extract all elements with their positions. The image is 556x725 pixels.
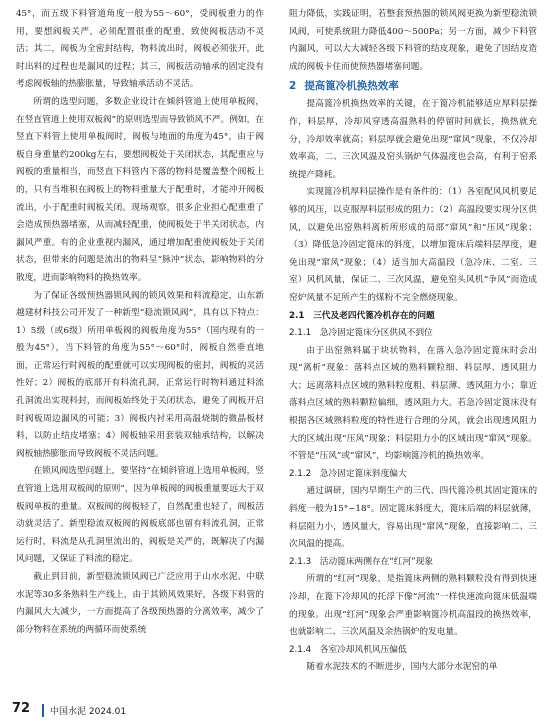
section-title: 提高篦冷机换热效率 (304, 80, 399, 93)
subsubsection-heading: 2.1.3 活动篦床两侧存在“红河”现象 (289, 556, 434, 567)
footer-divider (42, 704, 44, 717)
left-column (16, 6, 264, 639)
paragraph: 由于出窑熟料属于块状物料，在落入急冷固定篦床时会出现“离析”现象：落料点区域的熟料颗粒细、料层厚、透风阻力大；远离落料点区域的熟料粒度粗、料层薄、透风阻力小；靠近落料点区域的熟料颗粒偏细，透风阻力大。若急冷固定篦床没有根据各区域熟料粒度的特性进行合理的分风，就会出现透风阻力大的区域出现“压风”现象；料层阻力小的区域出现“窜风”现象。不管是“压风”或“窜风”，均影响篦冷机的换热效率。 (289, 345, 537, 462)
paragraph: 为了保证各级预热器锁风阀的锁风效果和料流稳定，山东新越建材科技公司开发了一种新型“稳流锁风阀”，具有以下特点：1）5级（或6级）所用单板阀的阀板角度为55°（国内现有的一般为45°），当下料管的角度为55°～60°时，阀板自然垂直地面，正常运行时阀板的配重就可以实现阀板的密封，阀板的灵活性好；2）阀板的底部开有料流孔洞，正常运行时物料通过料流孔洞流出实现料封，而阀板始终处于关闭状态，避免了阀板开启时阀板周边漏风的可能；3）阀板内衬采用高温烧制的微晶板材料，以防止结皮堵塞；4）阀板轴采用套装双轴承结构，以解决阀板轴热膨胀而导致阀板不灵活问题。 (16, 290, 264, 459)
subsubsection-heading: 2.1.4 各室冷却风机风压偏低 (289, 644, 407, 655)
section-number: 2 (289, 80, 297, 93)
paragraph: 阻力降低，实践证明，若整套预热器的锁风阀更换为新型稳流锁风阀，可使系统阻力降低400～500Pa；另一方面，减少下料管内漏风，可以大大减轻各级下料管的结皮现象，避免了因结皮造成的阀板卡住而使预热器堵塞问题。 (289, 9, 537, 72)
page-number: 72 (12, 701, 31, 716)
paragraph: 实现篦冷机厚料层操作是有条件的：（1）各室配风风机要足够的风压，以克服厚料层形成的阻力；（2）高温段要实现分区供风，以避免出窑熟料离析所形成的局部“窜风”和“压风”现象；（3）降低急冷固定篦床的斜度，以增加篦床后端料层厚度，避免出现“窜风”现象；（4）适当加大高温段（急冷床、二室、三室）风机风量，保证二、三次风温，避免窑头风机“争风”而造成窑炉风量不足所产生的煤粉不完全燃烧现象。 (289, 187, 537, 303)
subsection-heading: 2.1 三代及老四代篦冷机存在的问题 (289, 310, 435, 321)
page-footer (8, 700, 548, 720)
journal-name: 中国水泥 2024.01 (50, 707, 127, 717)
right-column (289, 6, 537, 677)
paragraph: 在锁风阀选型问题上，要坚持“在倾斜管道上选用单板阀，竖直管道上选用双板阀的原则”，因为单板阀的阀板重量要远大于双板阀单板的重量。双板阀的阀板轻了，自然配重也轻了，阀板活动就灵活了。新型稳流双板阀的阀板底部也留有料流孔洞，正常运行时，料流是从孔洞里流出的，阀板是关严的，既解决了内漏风问题，又保证了料流的稳定。 (16, 466, 264, 565)
section-heading (289, 77, 537, 95)
paragraph: 所谓的“红河”现象，是指篦床两侧的熟料颗粒没有得到快速冷却，在篦下冷却风的托浮下像“河流”一样快速流向篦床低温端的现象。出现“红河”现象会严重影响篦冷机高温段的换热效率，也就影响二、三次风温及余热锅炉的发电量。 (289, 574, 537, 638)
paragraph: 提高篦冷机换热效率的关键，在于篦冷机能够适应厚料层操作，料层厚，冷却风穿透高温熟料的停留时间就长，换热就充分，冷却效率就高；料层厚就会避免出现“窜风”现象，不仅冷却效率高，二、三次风温及窑头锅炉气体温度也会高，有利于窑系统提产降耗。 (289, 99, 537, 180)
paragraph: 通过调研，国内早期生产的三代、四代篦冷机其固定篦床的斜度一般为15°~18°。固定篦床斜度大，篦床后端的料层就薄，料层阻力小，透风量大，容易出现“窜风”现象，直接影响二、三次风温的提高。 (289, 486, 537, 550)
paragraph: 所谓的选型问题，多数企业设计在倾斜管道上使用单板阀，在竖直管道上使用双板阀”的原则选型而导致锁风不严。例如，在竖直下料管上使用单板阀时，阀板与地面的角度为45°，由于阀板自身重量约200kg左右，要想阀板处于关闭状态，其配重应与阀板的重量相当，而竖直下料管内下落的物料是覆盖整个阀板上的，只有当堆积在阀板上的物料重量大于配重时，才能冲开阀板流出，小于配重时阀板关闭。现场观察，很多企业担心配重重了会造成预热器堵塞，从而减轻配重，使阀板处于半关闭状态，内漏风严重。有的企业重视内漏风，通过增加配重使阀板处于关闭状态，但带来的问题是流出的物料呈“脉冲”状态，影响物料的分散度，进而影响物料的换热效率。 (16, 96, 264, 283)
subsubsection-heading: 2.1.1 急冷固定篦床分区供风不到位 (289, 328, 433, 339)
paragraph: 45°，而五级下料管道角度一般为55～60°，受阀板重力的作用，要想阀板关严，必须配置很重的配重，致使阀板活动不灵活；其二，阀板为全密封结构，物料流出时，阀板必须张开，此时出料的过程也是漏风的过程；其三，阀板活动轴承的固定没有考虑阀板轴的热膨胀量，导致轴承活动不灵活。 (16, 9, 264, 90)
subsubsection-heading: 2.1.2 急冷固定篦床斜度偏大 (289, 468, 407, 479)
paragraph: 随着水泥技术的不断进步，国内大部分水泥窑的单 (306, 662, 498, 673)
paragraph: 截止到目前，新型稳流锁风阀已广泛应用于山水水泥、中联水泥等30多条熟料生产线上，由于其锁风效果好，各级下料管的内漏风大大减少，一方面提高了各级预热器的分离效率，减少了部分物料在系统的两循环而使系统 (16, 572, 264, 635)
